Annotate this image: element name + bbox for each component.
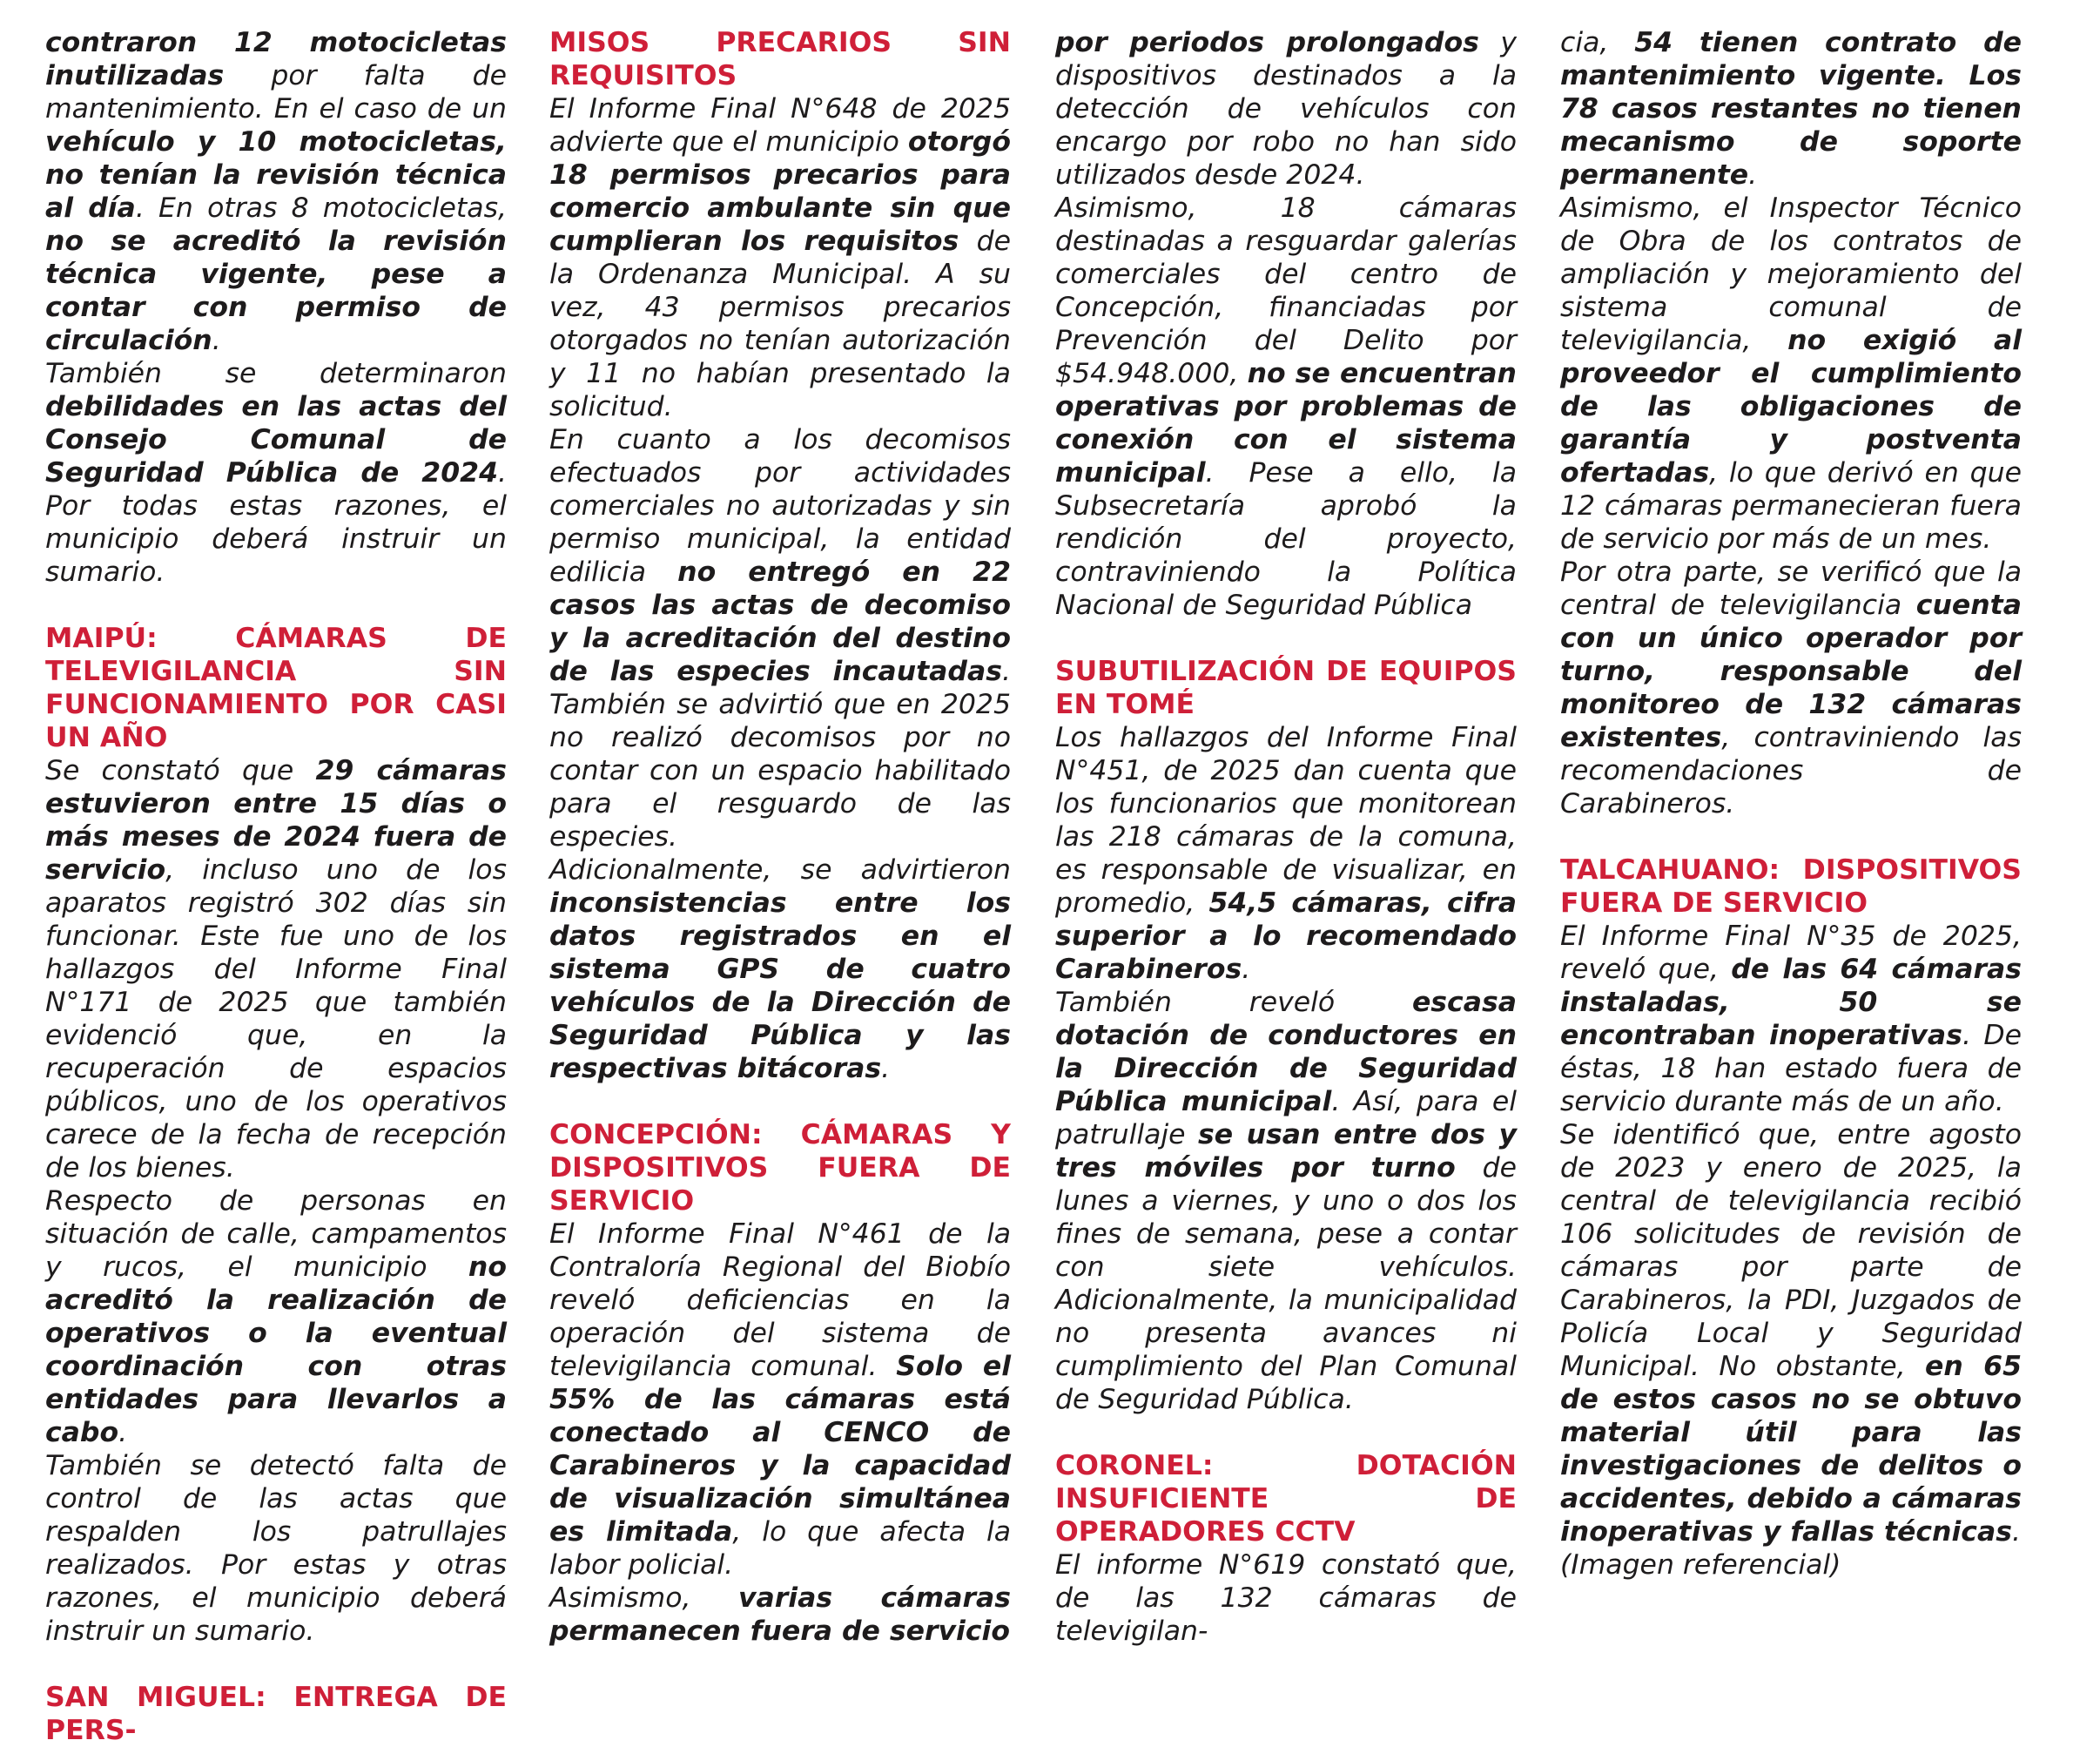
paragraph: Por otra parte, se verificó que la central de televigilancia cuenta con un único operador por turno, responsable del monitoreo de 132 cámaras existentes, contraviniendo las recomendaciones de Carabineros. — [1560, 556, 2022, 820]
paragraph: Respecto de personas en situación de calle, campamentos y rucos, el municipio no acreditó la realización de operativos o la eventual coordinación con otras entidades para llevarlos a cabo. — [45, 1185, 507, 1448]
paragraph: Se constató que 29 cámaras estuvieron entre 15 días o más meses de 2024 fuera de servicio, incluso uno de los aparatos registró 302 días sin funcionar. Este fue uno de los hallazgos del Informe Final N°171 de 2025 que también evidenció que, en la recuperación de espacios públicos, uno de los operativos carece de la fecha de recepción de los bienes. — [45, 755, 507, 1184]
column-3 — [1055, 26, 1517, 1648]
paragraph: En cuanto a los decomisos efectuados por actividades comerciales no autorizadas y sin permiso municipal, la entidad edilicia no entregó en 22 casos las actas de decomiso y la acreditación del destino de las especies incautadas. También se advirtió que en 2025 no realizó decomisos por no contar con un espacio habilitado para el resguardo de las especies. — [549, 424, 1011, 853]
paragraph: También se detectó falta de control de las actas que respalden los patrullajes realizados. Por estas y otras razones, el municipio deberá instruir un sumario. — [45, 1450, 507, 1647]
section-heading-san-miguel: SAN MIGUEL: ENTREGA DE PERS- — [45, 1682, 507, 1746]
paragraph: El Informe Final N°648 de 2025 advierte que el municipio otorgó 18 permisos precarios para comercio ambulante sin que cumplieran los requisitos de la Ordenanza Municipal. A su vez, 43 permisos precarios otorgados no tenían autorización y 11 no habían presentado la solicitud. — [549, 93, 1011, 422]
paragraph: cia, 54 tienen contrato de mantenimiento vigente. Los 78 casos restantes no tienen mecanismo de soporte permanente. — [1560, 27, 2023, 191]
paragraph: También reveló escasa dotación de conductores en la Dirección de Seguridad Pública municipal. Así, para el patrullaje se usan entre dos y tres móviles por turno de lunes a viernes, y uno o dos los fines de semana, pese a contar con siete vehículos. Adicionalmente, la municipalidad no presenta avances ni cumplimiento del Plan Comunal de Seguridad Pública. — [1055, 987, 1517, 1415]
paragraph: Se identificó que, entre agosto de 2023 y enero de 2025, la central de televigilancia recibió 106 solicitudes de revisión de cámaras por parte de Carabineros, la PDI, Juzgados de Policía Local y Seguridad Municipal. No obstante, en 65 de estos casos no se obtuvo material útil para las investigaciones de delitos o accidentes, debido a cámaras inoperativas y fallas técnicas. — [1560, 1119, 2022, 1548]
paragraph: contraron 12 motocicletas inutilizadas por falta de mantenimiento. En el caso de un vehículo y 10 motocicletas, no tenían la revisión técnica al día. En otras 8 motocicletas, no se acreditó la revisión técnica vigente, pese a contar con permiso de circulación. — [45, 27, 507, 356]
section-heading-maipu: MAIPÚ: CÁMARAS DE TELEVIGILANCIA SIN FUNCIONAMIENTO POR CASI UN AÑO — [45, 623, 507, 753]
paragraph: Asimismo, varias cámaras permanecen fuera de servicio — [549, 1582, 1011, 1647]
paragraph: El Informe Final N°35 de 2025, reveló que, de las 64 cámaras instaladas, 50 se encontraban inoperativas. De éstas, 18 han estado fuera de servicio durante más de un año. — [1560, 921, 2022, 1117]
column-2 — [549, 26, 1011, 1648]
column-1 — [45, 26, 507, 1747]
section-heading-talcahuano: TALCAHUANO: DISPOSITIVOS FUERA DE SERVICIO — [1560, 854, 2022, 919]
paragraph: El Informe Final N°461 de la Contraloría Regional del Biobío reveló deficiencias en la operación del sistema de televigilancia comunal. Solo el 55% de las cámaras está conectado al CENCO de Carabineros y la capacidad de visualización simultánea es limitada, lo que afecta la labor policial. — [549, 1218, 1011, 1581]
section-heading-concepcion: CONCEPCIÓN: CÁMARAS Y DISPOSITIVOS FUERA DE SERVICIO — [549, 1119, 1011, 1217]
column-4 — [1560, 26, 2022, 1582]
paragraph: El informe N°619 constató que, de las 132 cámaras de televigilan- — [1055, 1549, 1517, 1647]
section-heading-coronel: CORONEL: DOTACIÓN INSUFICIENTE DE OPERADORES CCTV — [1055, 1450, 1517, 1548]
section-heading-san-miguel-cont: MISOS PRECARIOS SIN REQUISITOS — [549, 27, 1011, 91]
paragraph: Asimismo, el Inspector Técnico de Obra de los contratos de ampliación y mejoramiento del sistema comunal de televigilancia, no exigió al proveedor el cumplimiento de las obligaciones de garantía y postventa ofertadas, lo que derivó en que 12 cámaras permanecieran fuera de servicio por más de un mes. — [1560, 192, 2022, 555]
paragraph: También se determinaron debilidades en las actas del Consejo Comunal de Seguridad Pública de 2024. Por todas estas razones, el municipio deberá instruir un sumario. — [45, 358, 507, 588]
paragraph: Los hallazgos del Informe Final N°451, de 2025 dan cuenta que los funcionarios que monitorean las 218 cámaras de la comuna, es responsable de visualizar, en promedio, 54,5 cámaras, cifra superior a lo recomendado Carabineros. — [1055, 722, 1518, 985]
paragraph: por periodos prolongados y dispositivos destinados a la detección de vehículos con encargo por robo no han sido utilizados desde 2024. — [1055, 27, 1518, 191]
paragraph: Asimismo, 18 cámaras destinadas a resguardar galerías comerciales del centro de Concepción, financiadas por Prevención del Delito por $54.948.000, no se encuentran operativas por problemas de conexión con el sistema municipal. Pese a ello, la Subsecretaría aprobó la rendición del proyecto, contraviniendo la Política Nacional de Seguridad Pública — [1055, 192, 1517, 621]
paragraph: Adicionalmente, se advirtieron inconsistencias entre los datos registrados en el sistema GPS de cuatro vehículos de la Dirección de Seguridad Pública y las respectivas bitácoras. — [549, 854, 1011, 1084]
image-caption: (Imagen referencial) — [1560, 1549, 1841, 1581]
section-heading-tome: SUBUTILIZACIÓN DE EQUIPOS EN TOMÉ — [1055, 656, 1517, 720]
